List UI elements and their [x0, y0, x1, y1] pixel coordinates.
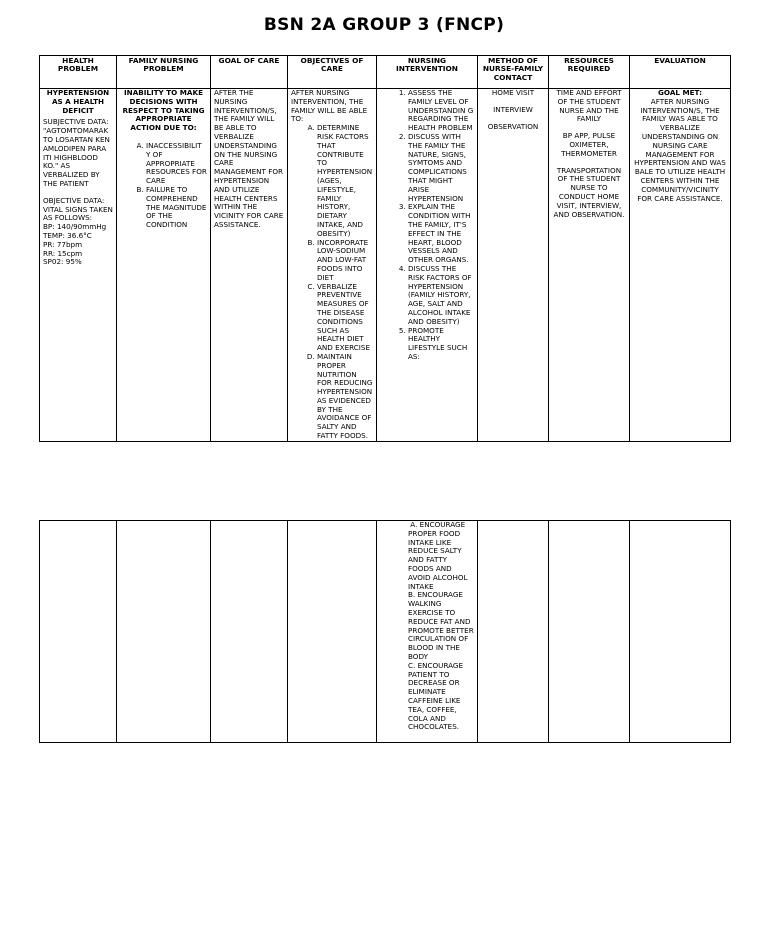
fncp-table-continuation — [39, 520, 731, 743]
fncp-table — [39, 55, 731, 442]
empty-cell — [549, 521, 630, 743]
intervention-continuation-cell — [377, 521, 478, 743]
empty-cell — [40, 521, 117, 743]
continuation-item-c: C. ENCOURAGE PATIENT TO DECREASE OR ELIMINATE CAFFEINE LIKE TEA, COFFEE, COLA AND CHOCOLATES. — [408, 660, 464, 732]
evaluation-heading: GOAL MET: — [658, 88, 702, 97]
objectives-cell — [288, 89, 377, 442]
vital-pr: PR: 77bpm — [43, 239, 83, 249]
objectives-intro: AFTER NURSING INTERVENTION, THE FAMILY WILL BE ABLE TO: — [291, 88, 368, 124]
resource-equipment: BP APP, PULSE OXIMETER, THERMOMETER — [561, 131, 617, 158]
family-problem-heading: INABILITY TO MAKE DECISIONS WITH RESPECT TO TAKING APPROPRIATE ACTION DUE TO: — [122, 88, 205, 133]
header-health-problem: HEALTH PROBLEM — [40, 56, 117, 89]
resource-transportation: TRANSPORTATION OF THE STUDENT NURSE TO CONDUCT HOME VISIT, INTERVIEW, AND OBSERVATION. — [553, 165, 625, 219]
page-title: BSN 2A GROUP 3 (FNCP) — [263, 15, 505, 35]
table-row — [40, 521, 731, 743]
list-item: 4. DISCUSS THE RISK FACTORS OF HYPERTENSION (FAMILY HISTORY, AGE, SALT AND ALCOHOL INTAKE AND OBESITY) — [408, 265, 474, 327]
resource-time-effort: TIME AND EFFORT OF THE STUDENT NURSE AND THE FAMILY — [556, 88, 622, 124]
empty-cell — [117, 521, 211, 743]
empty-cell — [478, 521, 549, 743]
header-row — [40, 56, 731, 89]
continuation-item-a: A. ENCOURAGE PROPER FOOD INTAKE LIKE REDUCE SALTY AND FATTY FOODS AND AVOID ALCOHOL INTAKE — [408, 520, 470, 591]
list-item: B. INCORPORATE LOW-SODIUM AND LOW-FAT FOODS INTO DIET — [317, 239, 373, 283]
method-of-contact-cell — [478, 89, 549, 442]
empty-cell — [211, 521, 288, 743]
resources-required-cell — [549, 89, 630, 442]
list-item: 3. EXPLAIN THE CONDITION WITH THE FAMILY, IT'S EFFECT IN THE HEART, BLOOD VESSELS AND OTHER ORGANS. — [408, 203, 474, 265]
header-evaluation: EVALUATION — [630, 56, 731, 89]
header-goal-of-care: GOAL OF CARE — [211, 56, 288, 89]
evaluation-text: AFTER NURSING INTERVENTION/S, THE FAMILY WAS ABLE TO VERBALIZE UNDERSTANDING ON NURSING CARE MANAGEMENT FOR HYPERTENSION AND WAS BALE TO UTILIZE HEALTH CENTERS WITHIN THE COMMUNITY/VICINITY FOR CARE ASSISTANCE. — [634, 96, 726, 203]
header-objectives-of-care: OBJECTIVES OF CARE — [288, 56, 377, 89]
method-interview: INTERVIEW — [493, 104, 533, 114]
table-row — [40, 89, 731, 442]
vital-bp: BP: 140/90mmHg — [43, 222, 107, 232]
list-item: B. FAILURE TO COMPREHEND THE MAGNITUDE OF THE CONDITION — [146, 186, 207, 230]
header-resources-required: RESOURCES REQUIRED — [549, 56, 630, 89]
list-item: D. MAINTAIN PROPER NUTRITION FOR REDUCING HYPERTENSION AS EVIDENCED BY THE AVOIDANCE OF SALTY AND FATTY FOODS. — [317, 353, 373, 441]
empty-cell — [630, 521, 731, 743]
family-nursing-problem-cell — [117, 89, 211, 442]
family-problem-list — [120, 142, 207, 230]
vital-spo2: SP02: 95% — [43, 257, 82, 267]
list-item: 1. ASSESS THE FAMILY LEVEL OF UNDERSTANDIN G REGARDING THE HEALTH PROBLEM — [408, 89, 474, 133]
goal-of-care-text: AFTER THE NURSING INTERVENTION/S, THE FAMILY WILL BE ABLE TO VERBALIZE UNDERSTANDING ON THE NURSING CARE MANAGEMENT FOR HYPERTENSION AND UTILIZE HEALTH CENTERS WITHIN THE VICINITY FOR CARE ASSISTANCE. — [214, 88, 284, 229]
header-family-nursing-problem: FAMILY NURSING PROBLEM — [117, 56, 211, 89]
list-item: A. INACCESSIBILIT Y OF APPROPRIATE RESOURCES FOR CARE — [146, 142, 207, 186]
list-item: C. VERBALIZE PREVENTIVE MEASURES OF THE DISEASE CONDITIONS SUCH AS HEALTH DIET AND EXERCISE — [317, 283, 373, 353]
continuation-item-b: B. ENCOURAGE WALKING EXERCISE TO REDUCE FAT AND PROMOTE BETTER CIRCULATION OF BLOOD IN THE BODY — [408, 590, 474, 661]
health-problem-cell — [40, 89, 117, 442]
objective-data-intro: OBJECTIVE DATA: VITAL SIGNS TAKEN AS FOLLOWS: — [43, 195, 113, 223]
list-item: A. DETERMINE RISK FACTORS THAT CONTRIBUTE TO HYPERTENSION (AGES, LIFESTYLE, FAMILY HISTORY, DIETARY INTAKE, AND OBESITY) — [317, 124, 373, 238]
evaluation-cell — [630, 89, 731, 442]
nursing-intervention-cell — [377, 89, 478, 442]
empty-cell — [288, 521, 377, 743]
method-observation: OBSERVATION — [487, 121, 539, 131]
header-nursing-intervention: NURSING INTERVENTION — [377, 56, 478, 89]
vital-temp: TEMP: 36.6°C — [43, 230, 92, 240]
header-method-of-contact: METHOD OF NURSE-FAMILY CONTACT — [478, 56, 549, 89]
subjective-data: SUBJECTIVE DATA: "AGTOMTOMARAK TO LOSARTAN KEN AMLODIPEN PARA ITI HIGHBLOOD KO." AS VERBALIZED BY THE PATIENT — [43, 117, 110, 188]
list-item: 5. PROMOTE HEALTHY LIFESTYLE SUCH AS: — [408, 327, 474, 362]
intervention-list — [380, 89, 474, 362]
goal-of-care-cell — [211, 89, 288, 442]
objectives-list — [291, 124, 373, 441]
method-home-visit: HOME VISIT — [491, 88, 535, 97]
list-item: 2. DISCUSS WITH THE FAMILY THE NATURE, SIGNS, SYMTOMS AND COMPLICATIONS THAT MIGHT ARISE HYPERTENSION — [408, 133, 474, 203]
vital-rr: RR: 15cpm — [43, 248, 83, 258]
health-problem-heading: HYPERTENSION AS A HEALTH DEFICIT — [46, 88, 110, 115]
